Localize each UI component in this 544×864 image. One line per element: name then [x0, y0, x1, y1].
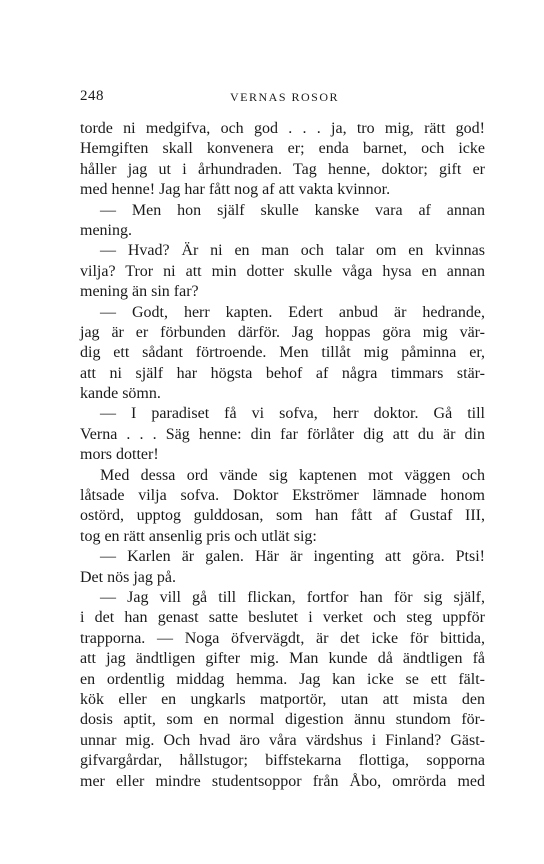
text-line: med henne! Jag har fått nog af att vakta kvinnor.	[80, 181, 391, 199]
text-line: att jag ändtligen gifter mig. Man kunde då ändtligen få	[80, 650, 485, 668]
text-line: — Hvad? Är ni en man och talar om en kvinnas	[100, 242, 485, 260]
body-text	[80, 119, 485, 792]
text-line: unnar mig. Och hvad äro våra värdshus i Finland? Gäst-	[80, 731, 485, 749]
text-line: — I paradiset få vi sofva, herr doktor. Gå till	[100, 405, 485, 423]
text-line: jag är er förbunden därför. Jag hoppas göra mig vär-	[80, 323, 485, 341]
text-line: dig ett sådant förtroende. Men tillåt mig påminna er,	[80, 344, 485, 362]
text-line: — Men hon själf skulle kanske vara af annan	[100, 201, 485, 219]
text-line: — Jag vill gå till flickan, fortfor han för sig själf,	[100, 588, 485, 606]
text-line: kande sömn.	[80, 385, 161, 403]
text-line: — Godt, herr kapten. Edert anbud är hedrande,	[100, 303, 485, 321]
text-line: i det han genast satte beslutet i verket och steg uppför	[80, 609, 485, 627]
text-line: gifvargårdar, hållstugor; biffstekarna flottiga, sopporna	[80, 752, 485, 770]
text-line: Hemgiften skall konvenera er; enda barnet, och icke	[80, 140, 485, 158]
page-number: 248	[80, 88, 104, 104]
text-line: att ni själf har högsta behof af några timmars stär-	[80, 364, 485, 382]
text-line: låtsade vilja sofva. Doktor Ekströmer lämnade honom	[80, 487, 485, 505]
text-line: Med dessa ord vände sig kaptenen mot väggen och	[100, 466, 485, 484]
text-line: vilja? Tror ni att min dotter skulle våga hysa en annan	[80, 262, 485, 280]
text-line: — Karlen är galen. Här är ingenting att göra. Ptsi!	[100, 548, 485, 566]
text-line: Det nös jag på.	[80, 568, 176, 586]
text-line: torde ni medgifva, och god . . . ja, tro mig, rätt god!	[80, 120, 485, 137]
page-header	[80, 88, 485, 108]
text-line: mening än sin far?	[80, 283, 199, 301]
text-line: Verna . . . Säg henne: din far förlåter dig att du är din	[80, 425, 485, 443]
text-line: mors dotter!	[80, 446, 159, 464]
text-line: trapporna. — Noga öfvervägdt, är det icke för bittida,	[80, 629, 485, 647]
text-line: ostörd, upptog gulddosan, som han fått af Gustaf III,	[80, 507, 485, 525]
text-line: mening.	[80, 221, 132, 239]
running-head: VERNAS ROSOR	[230, 90, 340, 104]
text-line: mer eller mindre studentsoppor från Åbo, omrörda med	[80, 772, 485, 790]
text-line: håller jag ut i århundraden. Tag henne, doktor; gift er	[80, 160, 485, 178]
text-line: kök eller en ungkarls matportör, utan att mista den	[80, 690, 485, 708]
text-line: en ordentlig middag hemma. Jag kan icke se ett fält-	[80, 670, 485, 688]
text-line: tog en rätt ansenlig pris och utlät sig:	[80, 527, 317, 545]
text-line: dosis aptit, som en normal digestion ännu stundom för-	[80, 711, 485, 729]
